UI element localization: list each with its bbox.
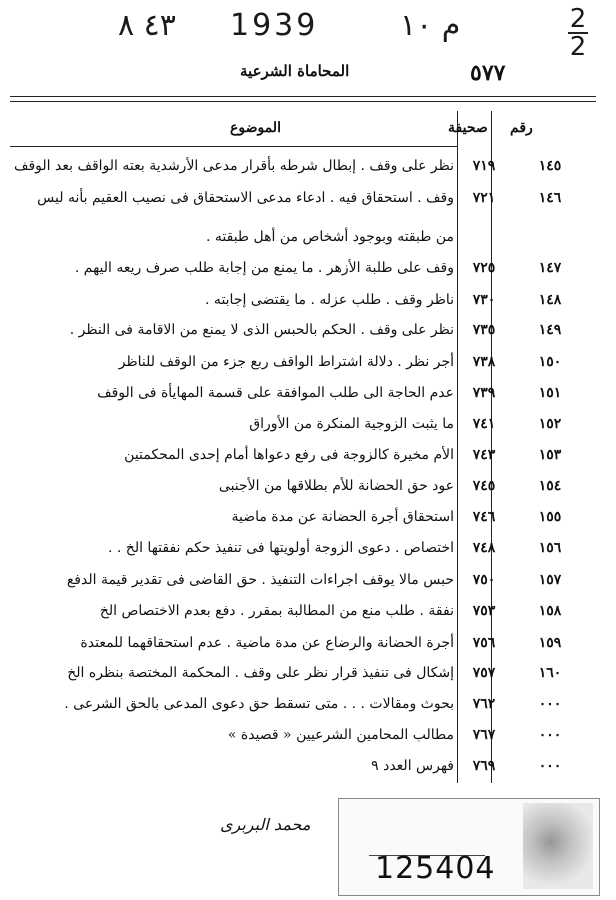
row-page: ٧٤٣ — [472, 447, 496, 463]
table-row — [10, 416, 596, 438]
row-page: ٧٥٧ — [472, 665, 496, 681]
row-page: ٧٦٧ — [472, 727, 496, 743]
row-subject: بحوث ومقالات . . . متى تسقط حق دعوى المدعى بالحق الشرعى . — [64, 696, 454, 712]
library-stamp — [338, 798, 600, 896]
table-row — [10, 354, 596, 376]
row-page: ٧٢١ — [472, 190, 496, 206]
row-number: ١٤٨ — [538, 292, 562, 308]
row-number: ٠٠٠ — [538, 696, 562, 712]
table-row — [10, 603, 596, 625]
row-subject: وقف . استحقاق فيه . ادعاء مدعى الاستحقاق فى نصيب العقيم بأنه ليس — [37, 190, 454, 206]
row-number: ١٥٨ — [538, 603, 562, 619]
row-subject: من طبقته وبوجود أشخاص من أهل طبقته . — [205, 229, 454, 245]
fraction-top: 2 — [569, 4, 587, 34]
row-subject: نظر على وقف . إبطال شرطه بأقرار مدعى الأرشدية بعته الواقف بعد الوقف — [13, 158, 454, 174]
table-row — [10, 292, 596, 314]
table-row — [10, 322, 596, 344]
table-row — [10, 229, 596, 251]
row-page: ٧١٩ — [472, 158, 496, 174]
row-page: ٧٦٢ — [472, 696, 496, 712]
fraction-bottom: 2 — [569, 32, 587, 62]
column-header-rule — [10, 146, 457, 147]
row-number: ١٥٦ — [538, 540, 562, 556]
table-row — [10, 727, 596, 749]
row-page: ٧٤١ — [472, 416, 496, 432]
row-number: ١٥٣ — [538, 447, 562, 463]
row-number: ٠٠٠ — [538, 727, 562, 743]
handwritten-issue: م ١٠ — [400, 8, 461, 43]
table-row — [10, 478, 596, 500]
row-subject: حبس مالا يوقف اجراءات التنفيذ . حق القاضى فى تقدير قيمة الدفع — [66, 572, 454, 588]
row-subject: ناظر وقف . طلب عزله . ما يقتضى إجابته . — [205, 292, 454, 308]
row-subject: نظر على وقف . الحكم بالحبس الذى لا يمنع من الاقامة فى النظر . — [69, 322, 454, 338]
handwritten-fraction — [568, 4, 588, 62]
row-subject: فهرس العدد ٩ — [371, 758, 454, 774]
header-rule — [10, 96, 596, 97]
row-subject: مطالب المحامين الشرعيين « قصيدة » — [227, 727, 454, 743]
row-page: ٧٤٥ — [472, 478, 496, 494]
row-subject: ما يثبت الزوجية المنكرة من الأوراق — [249, 416, 454, 432]
row-number: ١٤٦ — [538, 190, 562, 206]
row-subject: وقف على طلبة الأزهر . ما يمنع من إجابة طلب صرف ريعه اليهم . — [74, 260, 454, 276]
row-page: ٧٥٦ — [472, 635, 496, 651]
table-row — [10, 447, 596, 469]
table-row — [10, 572, 596, 594]
row-number: ١٥٢ — [538, 416, 562, 432]
stamp-number: 125404 — [375, 851, 496, 886]
row-page: ٧٤٦ — [472, 509, 496, 525]
table-row — [10, 696, 596, 718]
table-row — [10, 635, 596, 657]
row-number: ١٥٩ — [538, 635, 562, 651]
row-page: ٧٣٨ — [472, 354, 496, 370]
row-page: ٧٣٩ — [472, 385, 496, 401]
row-number: ١٦٠ — [538, 665, 562, 681]
row-subject: الأم مخيرة كالزوجة فى رفع دعواها أمام إحدى المحكمتين — [124, 447, 454, 463]
table-row — [10, 190, 596, 212]
row-number: ١٤٩ — [538, 322, 562, 338]
row-number: ١٤٥ — [538, 158, 562, 174]
table-row — [10, 260, 596, 282]
row-subject: نفقة . طلب منع من المطالبة بمقرر . دفع بعدم الاختصاص الخ — [99, 603, 454, 619]
table-row — [10, 665, 596, 687]
row-number: ١٤٧ — [538, 260, 562, 276]
row-number: ١٥٧ — [538, 572, 562, 588]
row-number: ١٥٤ — [538, 478, 562, 494]
row-page: ٧٢٥ — [472, 260, 496, 276]
row-page: ٧٣٠ — [472, 292, 496, 308]
row-subject: استحقاق أجرة الحضانة عن مدة ماضية — [231, 509, 454, 525]
row-subject: إشكال فى تنفيذ قرار نظر على وقف . المحكمة المختصة بنظره الخ — [67, 665, 454, 681]
stamp-photo — [523, 803, 593, 889]
table-row — [10, 758, 596, 780]
row-page: ٧٥٣ — [472, 603, 496, 619]
row-number: ١٥٠ — [538, 354, 562, 370]
table-row — [10, 540, 596, 562]
row-page: ٧٦٩ — [472, 758, 496, 774]
page-number: ٥٧٧ — [470, 60, 506, 86]
signature: محمد البربرى — [220, 815, 311, 834]
row-page: ٧٥٠ — [472, 572, 496, 588]
row-subject: أجر نظر . دلالة اشتراط الواقف ربع جزء من الوقف للناظر — [118, 354, 454, 370]
handwritten-year: 1939 — [230, 8, 319, 43]
row-number: ٠٠٠ — [538, 758, 562, 774]
column-header-page: صحيفة — [448, 120, 488, 136]
row-page: ٧٣٥ — [472, 322, 496, 338]
row-number: ١٥١ — [538, 385, 562, 401]
row-subject: اختصاص . دعوى الزوجة أولويتها فى تنفيذ حكم نفقتها الخ . . — [107, 540, 454, 556]
handwritten-serial: ٤٣ ٨ — [118, 8, 176, 43]
journal-title: المحاماة الشرعية — [240, 62, 350, 80]
table-row — [10, 509, 596, 531]
column-header-number: رقم — [510, 120, 533, 136]
header-rule — [10, 101, 596, 102]
row-subject: عود حق الحضانة للأم بطلاقها من الأجنبى — [218, 478, 454, 494]
table-row — [10, 385, 596, 407]
row-subject: أجرة الحضانة والرضاع عن مدة ماضية . عدم استحقاقهما للمعتدة — [80, 635, 454, 651]
row-subject: عدم الحاجة الى طلب الموافقة على قسمة المهايأة فى الوقف — [97, 385, 454, 401]
row-page: ٧٤٨ — [472, 540, 496, 556]
row-number: ١٥٥ — [538, 509, 562, 525]
column-header-subject: الموضوع — [230, 120, 281, 136]
table-row — [10, 158, 596, 180]
